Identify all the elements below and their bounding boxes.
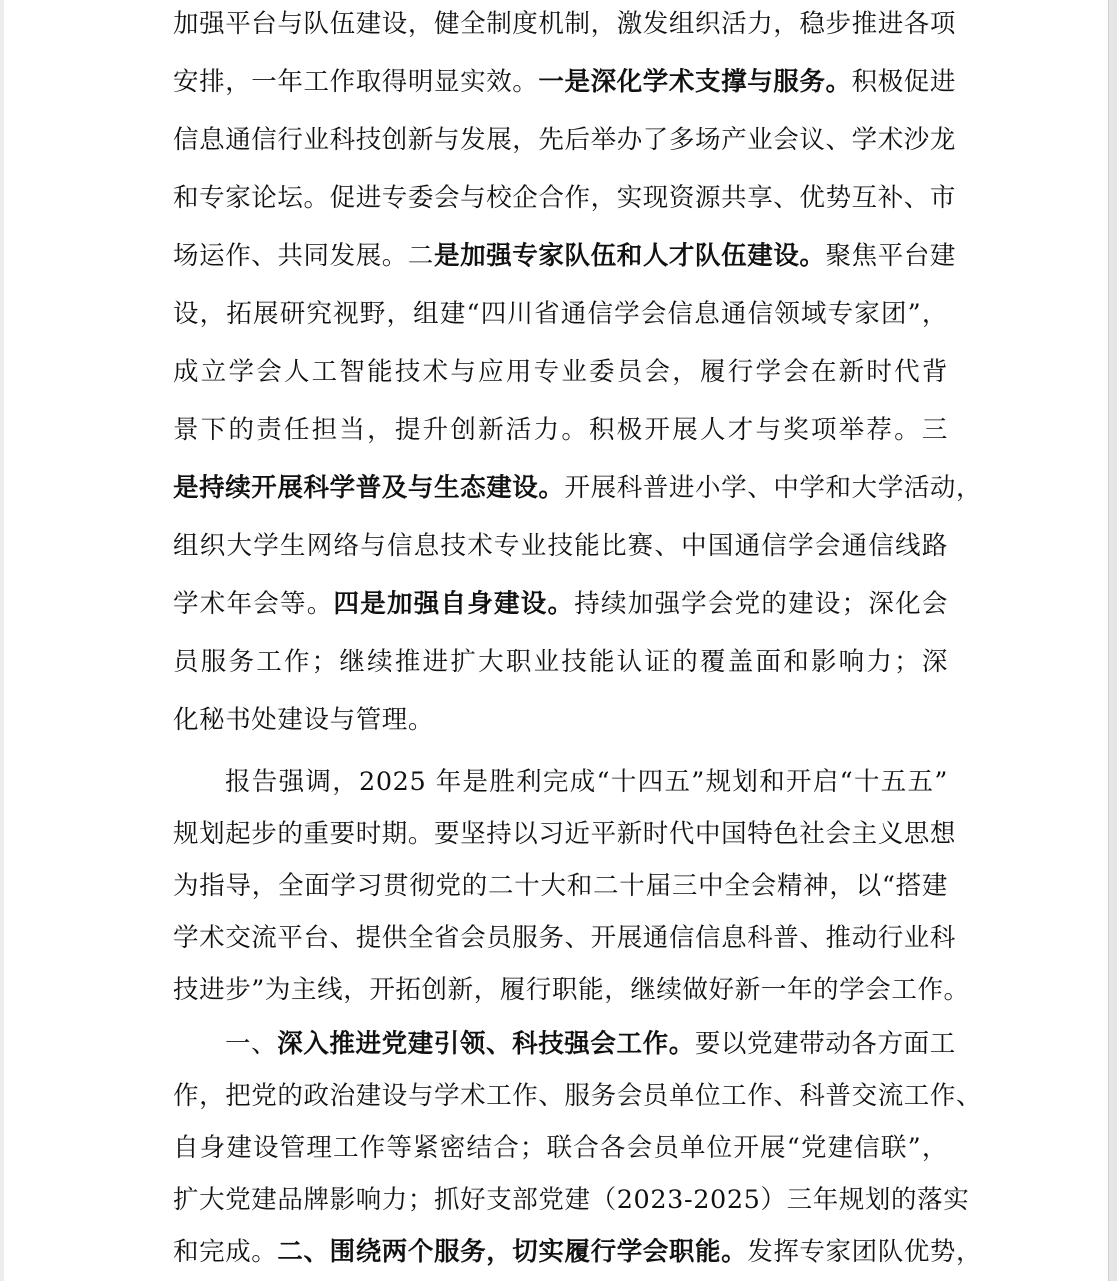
document-line (173, 866, 948, 906)
text-run: 作，把党的政治建设与学术工作、服务会员单位工作、科普交流工作、 (173, 1081, 983, 1111)
text-run: 要以党建带动各方面工 (694, 1029, 956, 1059)
document-line (173, 814, 957, 854)
text-run: 场运作、共同发展。二 (173, 241, 435, 271)
document-line (173, 1128, 948, 1168)
text-run: 持续加强学会党的建设；深化会 (574, 589, 948, 619)
text-run: 景下的责任担当，提升创新活力。积极开展人才与奖项举荐。三 (173, 415, 948, 445)
text-run: 开展科普进小学、中学和大学活动， (564, 473, 983, 503)
document-line (173, 642, 948, 682)
bold-text-run: 四是加强自身建设。 (333, 589, 575, 619)
text-run: 和专家论坛。促进专委会与校企合作，实现资源共享、优势互补、市 (173, 183, 957, 213)
document-line (173, 1232, 983, 1272)
text-run: 化秘书处建设与管理。 (173, 705, 435, 735)
bold-text-run: 一是深化学术支撑与服务。 (538, 67, 852, 97)
page-left-edge (0, 0, 4, 1281)
document-line (173, 294, 948, 334)
text-run: 规划起步的重要时期。要坚持以习近平新时代中国特色社会主义思想 (173, 819, 957, 849)
text-run: 加强平台与队伍建设，健全制度机制，激发组织活力，稳步推进各项 (173, 9, 957, 39)
text-run: 扩大党建品牌影响力；抓好支部党建（2023-2025）三年规划的落实 (173, 1185, 970, 1215)
document-line (173, 468, 983, 508)
document-line (173, 1076, 983, 1116)
document-line (173, 584, 948, 624)
text-run: 报告强调，2025 年是胜利完成“十四五”规划和开启“十五五” (225, 767, 948, 797)
text-run: 为指导，全面学习贯彻党的二十大和二十届三中全会精神，以“搭建 (173, 871, 948, 901)
document-line (173, 62, 957, 102)
text-run: 积极促进 (851, 67, 957, 97)
text-run: 学术交流平台、提供全省会员服务、开展通信信息科普、推动行业科 (173, 923, 957, 953)
text-run: 和完成。 (173, 1237, 278, 1267)
text-run: 成立学会人工智能技术与应用专业委员会，履行学会在新时代背 (173, 357, 948, 387)
document-line (173, 178, 957, 218)
bold-text-run: 是持续开展科学普及与生态建设。 (173, 473, 565, 503)
document-line (173, 120, 957, 160)
text-run: 信息通信行业科技创新与发展，先后举办了多场产业会议、学术沙龙 (173, 125, 957, 155)
text-run: 发挥专家团队优势， (747, 1237, 983, 1267)
document-line (173, 526, 948, 566)
text-run: 聚焦平台建 (825, 241, 957, 271)
text-run: 自身建设管理工作等紧密结合；联合各会员单位开展“党建信联”， (173, 1133, 948, 1163)
text-run: 组织大学生网络与信息技术专业技能比赛、中国通信学会通信线路 (173, 531, 948, 561)
bold-text-run: 是加强专家队伍和人才队伍建设。 (434, 241, 826, 271)
document-line (173, 410, 948, 450)
text-run: 员服务工作；继续推进扩大职业技能认证的覆盖面和影响力；深 (173, 647, 948, 677)
document-line (173, 1180, 970, 1220)
text-run: 学术年会等。 (173, 589, 334, 619)
document-line (173, 352, 948, 392)
text-run: 安排，一年工作取得明显实效。 (173, 67, 539, 97)
window-right-border (1108, 0, 1117, 1281)
text-run: 设，拓展研究视野，组建“四川省通信学会信息通信领域专家团”， (173, 299, 948, 329)
bold-text-run: 二、围绕两个服务，切实履行学会职能。 (277, 1237, 748, 1267)
document-line (173, 700, 948, 740)
document-line (173, 918, 957, 958)
document-line (173, 236, 957, 276)
document-line (173, 970, 970, 1010)
document-line (173, 4, 957, 44)
document-line (173, 1024, 956, 1064)
text-run: 技进步”为主线，开拓创新，履行职能，继续做好新一年的学会工作。 (173, 975, 970, 1005)
text-run: 一、 (225, 1029, 278, 1059)
bold-text-run: 深入推进党建引领、科技强会工作。 (277, 1029, 695, 1059)
document-line (173, 762, 948, 802)
